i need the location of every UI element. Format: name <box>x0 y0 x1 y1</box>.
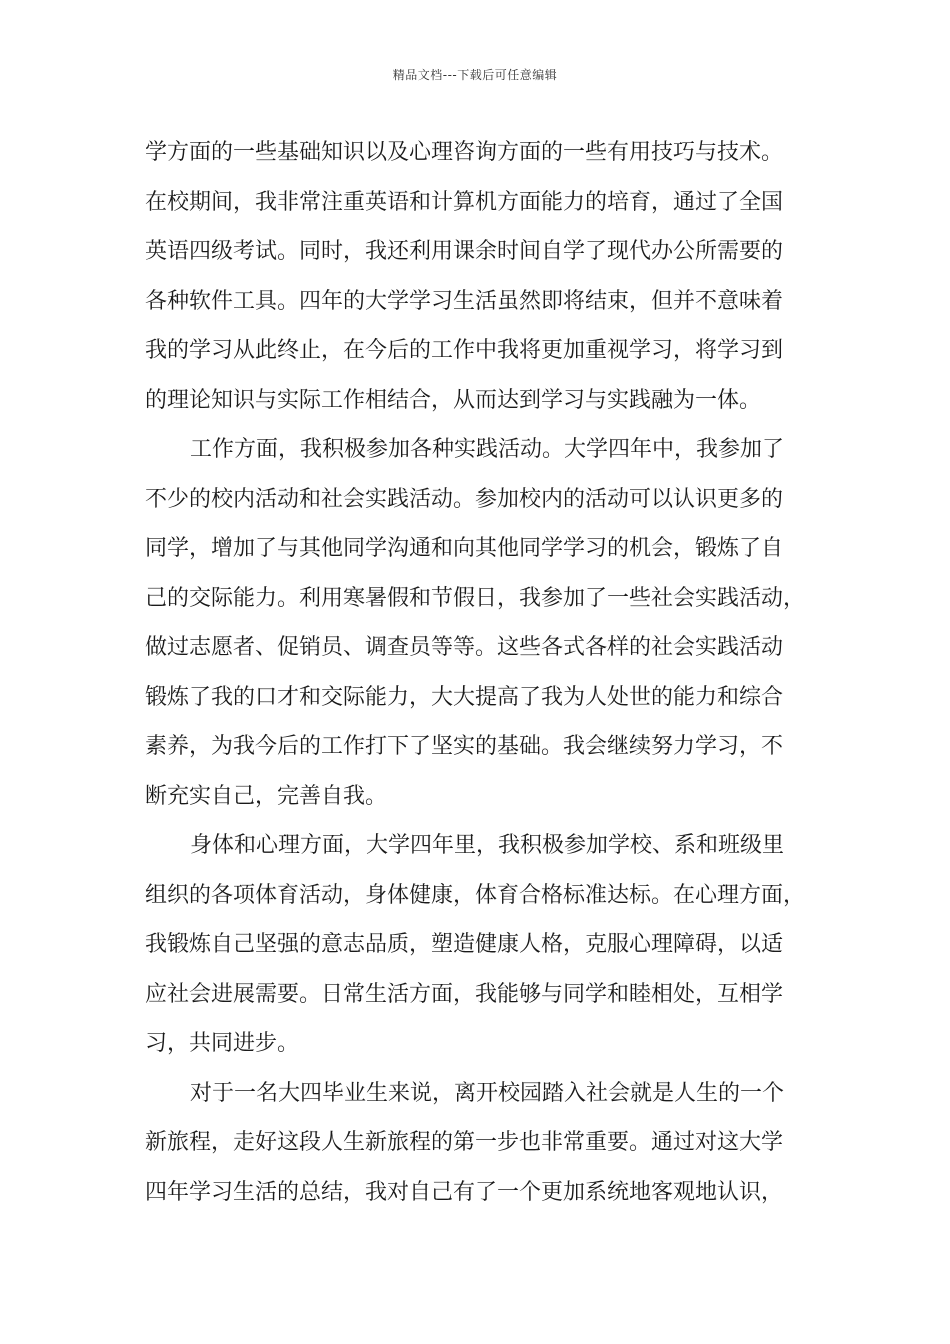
page-header: 精品文档---下载后可任意编辑 <box>392 68 558 82</box>
document-body <box>145 128 820 1217</box>
text-line: 习，共同进步。 <box>145 1031 300 1056</box>
text-line: 做过志愿者、促销员、调查员等等。这些各式各样的社会实践活动 <box>145 635 784 660</box>
text-line: 组织的各项体育活动，身体健康，体育合格标准达标。在心理方面， <box>145 882 806 908</box>
text-line: 素养，为我今后的工作打下了坚实的基础。我会继续努力学习，不 <box>145 734 784 759</box>
text-line: 学方面的一些基础知识以及心理咨询方面的一些有用技巧与技术。 <box>145 140 784 165</box>
text-line: 的理论知识与实际工作相结合，从而达到学习与实践融为一体。 <box>145 387 762 413</box>
text-line: 锻炼了我的口才和交际能力，大大提高了我为人处世的能力和综合 <box>145 684 784 710</box>
paragraph-first-line: 对于一名大四毕业生来说，离开校园踏入社会就是人生的一个 <box>190 1080 785 1106</box>
text-line: 应社会进展需要。日常生活方面，我能够与同学和睦相处，互相学 <box>145 981 784 1007</box>
text-line: 新旅程，走好这段人生新旅程的第一步也非常重要。通过对这大学 <box>145 1130 784 1155</box>
text-line: 同学，增加了与其他同学沟通和向其他同学学习的机会，锻炼了自 <box>145 536 784 561</box>
text-line: 我的学习从此终止，在今后的工作中我将更加重视学习，将学习到 <box>145 338 784 363</box>
text-line: 在校期间，我非常注重英语和计算机方面能力的培育，通过了全国 <box>145 189 784 215</box>
text-line: 各种软件工具。四年的大学学习生活虽然即将结束，但并不意味着 <box>145 288 784 314</box>
text-line: 我锻炼自己坚强的意志品质，塑造健康人格，克服心理障碍，以适 <box>145 932 784 957</box>
text-line: 英语四级考试。同时，我还利用课余时间自学了现代办公所需要的 <box>145 239 784 264</box>
paragraph-first-line: 身体和心理方面，大学四年里，我积极参加学校、系和班级里 <box>190 833 785 858</box>
text-line: 不少的校内活动和社会实践活动。参加校内的活动可以认识更多的 <box>145 486 784 512</box>
paragraph-first-line: 工作方面，我积极参加各种实践活动。大学四年中，我参加了 <box>190 437 785 462</box>
text-line: 断充实自己，完善自我。 <box>145 783 388 809</box>
text-line: 己的交际能力。利用寒暑假和节假日，我参加了一些社会实践活动， <box>145 585 806 611</box>
text-line: 四年学习生活的总结，我对自己有了一个更加系统地客观地认识， <box>145 1179 784 1205</box>
